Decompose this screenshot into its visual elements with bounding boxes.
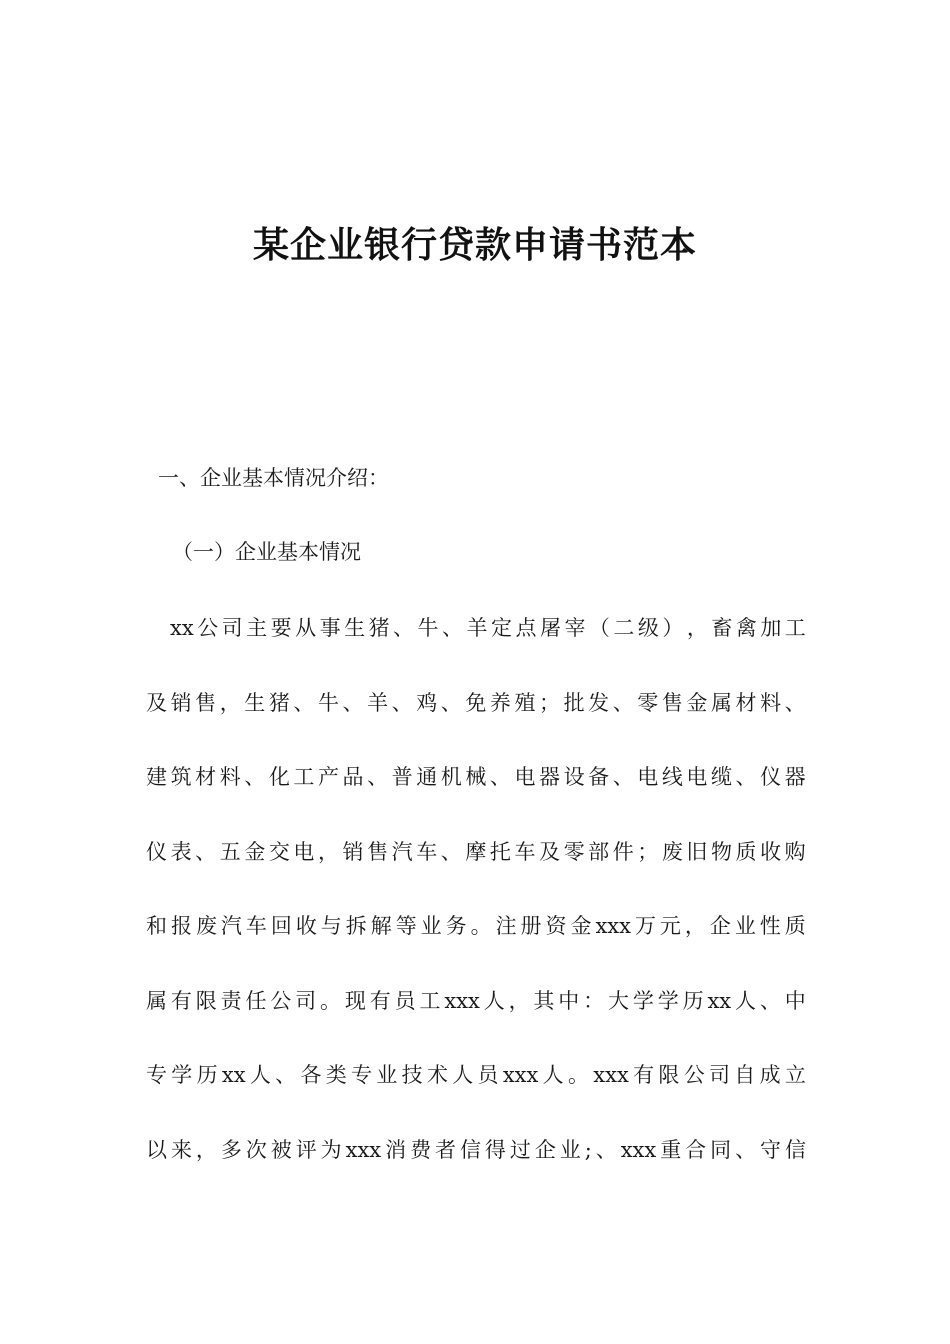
section-heading: 一、企业基本情况介绍： (158, 466, 389, 490)
paragraph-line: 属 有 限 责 任 公 司 。 现 有 员 工 xxx 人 ， 其 中 ： 大 学 学 历 xx 人 、 中 (146, 988, 806, 1013)
paragraph-line: xx 公 司 主 要 从 事 生 猪 、 牛 、 羊 定 点 屠 宰 （ 二 级 ） ， 畜 禽 加 工 (170, 616, 806, 640)
body-paragraph (146, 610, 806, 1206)
subsection-heading: （一）企业基本情况 (172, 540, 361, 564)
paragraph-line: 及 销 售 ， 生 猪 、 牛 、 羊 、 鸡 、 免 养 殖 ； 批 发 、 零 售 金 属 材 料 、 (146, 690, 806, 715)
paragraph-line: 专 学 历 xx 人 、 各 类 专 业 技 术 人 员 xxx 人 。 xxx 有 限 公 司 自 成 立 (146, 1063, 806, 1087)
paragraph-line: 建 筑 材 料 、 化 工 产 品 、 普 通 机 械 、 电 器 设 备 、 电 线 电 缆 、 仪 器 (146, 765, 806, 789)
paragraph-line: 和 报 废 汽 车 回 收 与 拆 解 等 业 务 。 注 册 资 金 xxx 万 元 ， 企 业 性 质 (146, 914, 806, 938)
paragraph-line: 以 来 ， 多 次 被 评 为 xxx 消 费 者 信 得 过 企 业 ; 、 xxx 重 合 同 、 守 信 (146, 1137, 806, 1162)
paragraph-line: 仪 表 、 五 金 交 电 ， 销 售 汽 车 、 摩 托 车 及 零 部 件 ； 废 旧 物 质 收 购 (146, 839, 806, 864)
document-title: 某企业银行贷款申请书范本 (252, 225, 697, 266)
